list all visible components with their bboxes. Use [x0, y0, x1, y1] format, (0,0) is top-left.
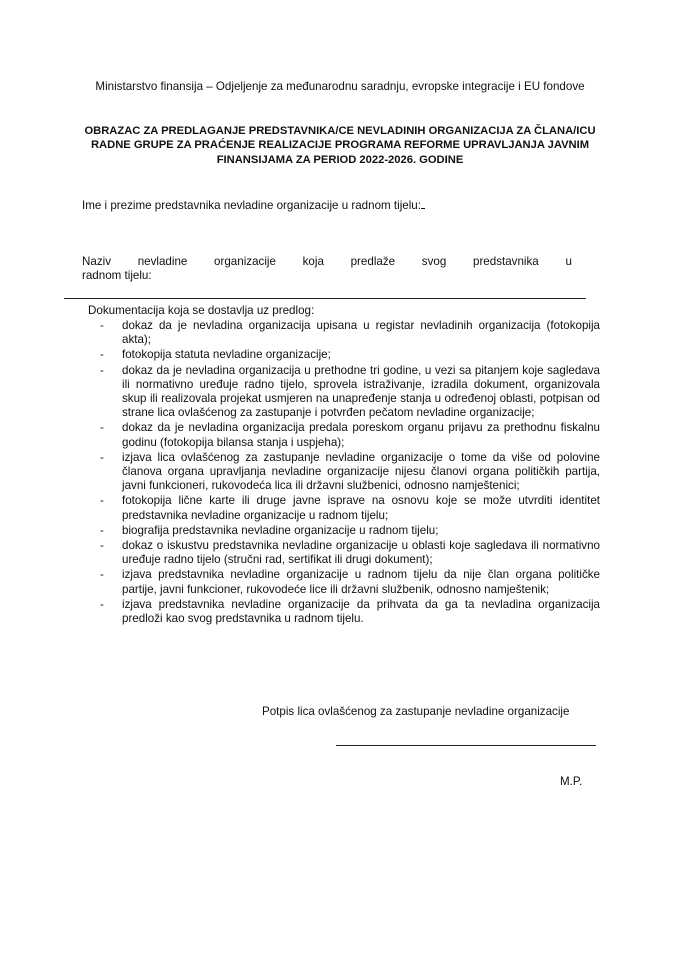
list-item — [96, 319, 600, 347]
separator-line — [64, 298, 586, 299]
list-item — [96, 348, 600, 362]
list-item — [96, 539, 600, 567]
list-item-text: izjava predstavnika nevladine organizacije u radnom tijelu da nije član organa političke partije, javni funkcioner, rukovodeće lice ili državni službenik, odnosno namještenik; — [122, 568, 600, 596]
list-item-text: biografija predstavnika nevladine organizacije u radnom tijelu; — [122, 523, 439, 537]
list-item-text: izjava predstavnika nevladine organizacije da prihvata da ga ta nevladina organizacija predloži kao svog predstavnika u radnom tijelu. — [122, 597, 600, 626]
signature-line — [336, 745, 596, 746]
organization-name-label-line2: radnom tijelu: — [82, 268, 152, 282]
organization-label-word: organizacije — [214, 255, 276, 268]
representative-name-label: Ime i prezime predstavnika nevladine organizacije u radnom tijelu: — [82, 199, 421, 212]
dash-bullet: - — [100, 523, 104, 537]
organization-name-field — [82, 255, 572, 282]
list-item — [96, 364, 600, 421]
list-item — [96, 524, 600, 538]
documents-list — [96, 319, 600, 627]
list-item-text: dokaz o iskustvu predstavnika nevladine organizacije u oblasti koje sagledava ili normativno uređuje radno tijelo (stručni rad, sertifikat ili drugi dokument); — [122, 539, 600, 567]
dash-bullet: - — [100, 348, 104, 362]
organization-label-word: Naziv — [82, 255, 111, 268]
representative-name-blank — [421, 198, 425, 209]
dash-bullet: - — [100, 494, 104, 508]
dash-bullet: - — [100, 539, 104, 553]
list-item — [96, 598, 600, 626]
organization-label-word: svog — [421, 255, 447, 268]
list-item-text: fotokopija statuta nevladine organizacije; — [122, 348, 331, 362]
list-item-text: dokaz da je nevladina organizacija u prethodne tri godine, u vezi sa pitanjem koje sagledava ili normativno uređuje radno tijelo, sprovela istraživanje, izradila dokument, organizovala skup ili realizovala projekat usmjeren na unapređenje stanja u određenoj oblasti, potpisan od strane lica ovlašćenog za zastupanje i potvrđen pečatom nevladine organizacije; — [122, 363, 600, 420]
list-item-text: dokaz da je nevladina organizacija upisana u registar nevladinih organizacija (fotokopija akta); — [122, 319, 600, 347]
dash-bullet: - — [100, 450, 104, 464]
list-item-text: fotokopija lične karte ili druge javne isprave na osnovu koje se može utvrditi identitet predstavnika nevladine organizacije u radnom tijelu; — [122, 494, 600, 522]
ministry-header: Ministarstvo finansija – Odjeljenje za međunarodnu saradnju, evropske integracije i EU fondove — [95, 80, 585, 93]
organization-label-word: nevladine — [137, 255, 188, 268]
organization-label-word: koja — [302, 255, 324, 268]
dash-bullet: - — [100, 319, 104, 332]
list-item — [96, 494, 600, 522]
dash-bullet: - — [100, 568, 104, 582]
dash-bullet: - — [100, 597, 104, 611]
organization-name-label-line1 — [82, 255, 572, 269]
dash-bullet: - — [100, 363, 104, 377]
list-item-text: izjava lica ovlašćenog za zastupanje nevladine organizacije o tome da više od polovine članova organa upravljanja nevladine organizacije nijesu članovi organa političkih partija, javni funkcioneri, rukovodeća lica ili državni službenici, odnosno namještenici; — [122, 450, 600, 493]
documents-heading: Dokumentacija koja se dostavlja uz predlog: — [88, 304, 315, 317]
signature-label: Potpis lica ovlašćenog za zastupanje nevladine organizacije — [262, 705, 570, 718]
list-item — [96, 451, 600, 494]
stamp-placeholder: M.P. — [560, 775, 583, 788]
dash-bullet: - — [100, 421, 104, 435]
representative-name-field — [82, 198, 425, 213]
organization-label-word: predlaže — [350, 255, 396, 268]
organization-label-word: u — [565, 255, 572, 268]
list-item — [96, 421, 600, 449]
form-title: OBRAZAC ZA PREDLAGANJE PREDSTAVNIKA/CE NEVLADINIH ORGANIZACIJA ZA ČLANA/ICU RADNE GRUPE ZA PRAĆENJE REALIZACIJE PROGRAMA REFORME UPRAVLJANJA JAVNIM FINANSIJAMA ZA PERIOD 2022-2026. GODINE — [84, 125, 596, 166]
list-item-text: dokaz da je nevladina organizacija predala poreskom organu prijavu za prethodnu fiskalnu godinu (fotokopija bilansa stanja i uspjeha); — [122, 421, 600, 449]
organization-label-word: predstavnika — [473, 255, 539, 268]
list-item — [96, 568, 600, 596]
